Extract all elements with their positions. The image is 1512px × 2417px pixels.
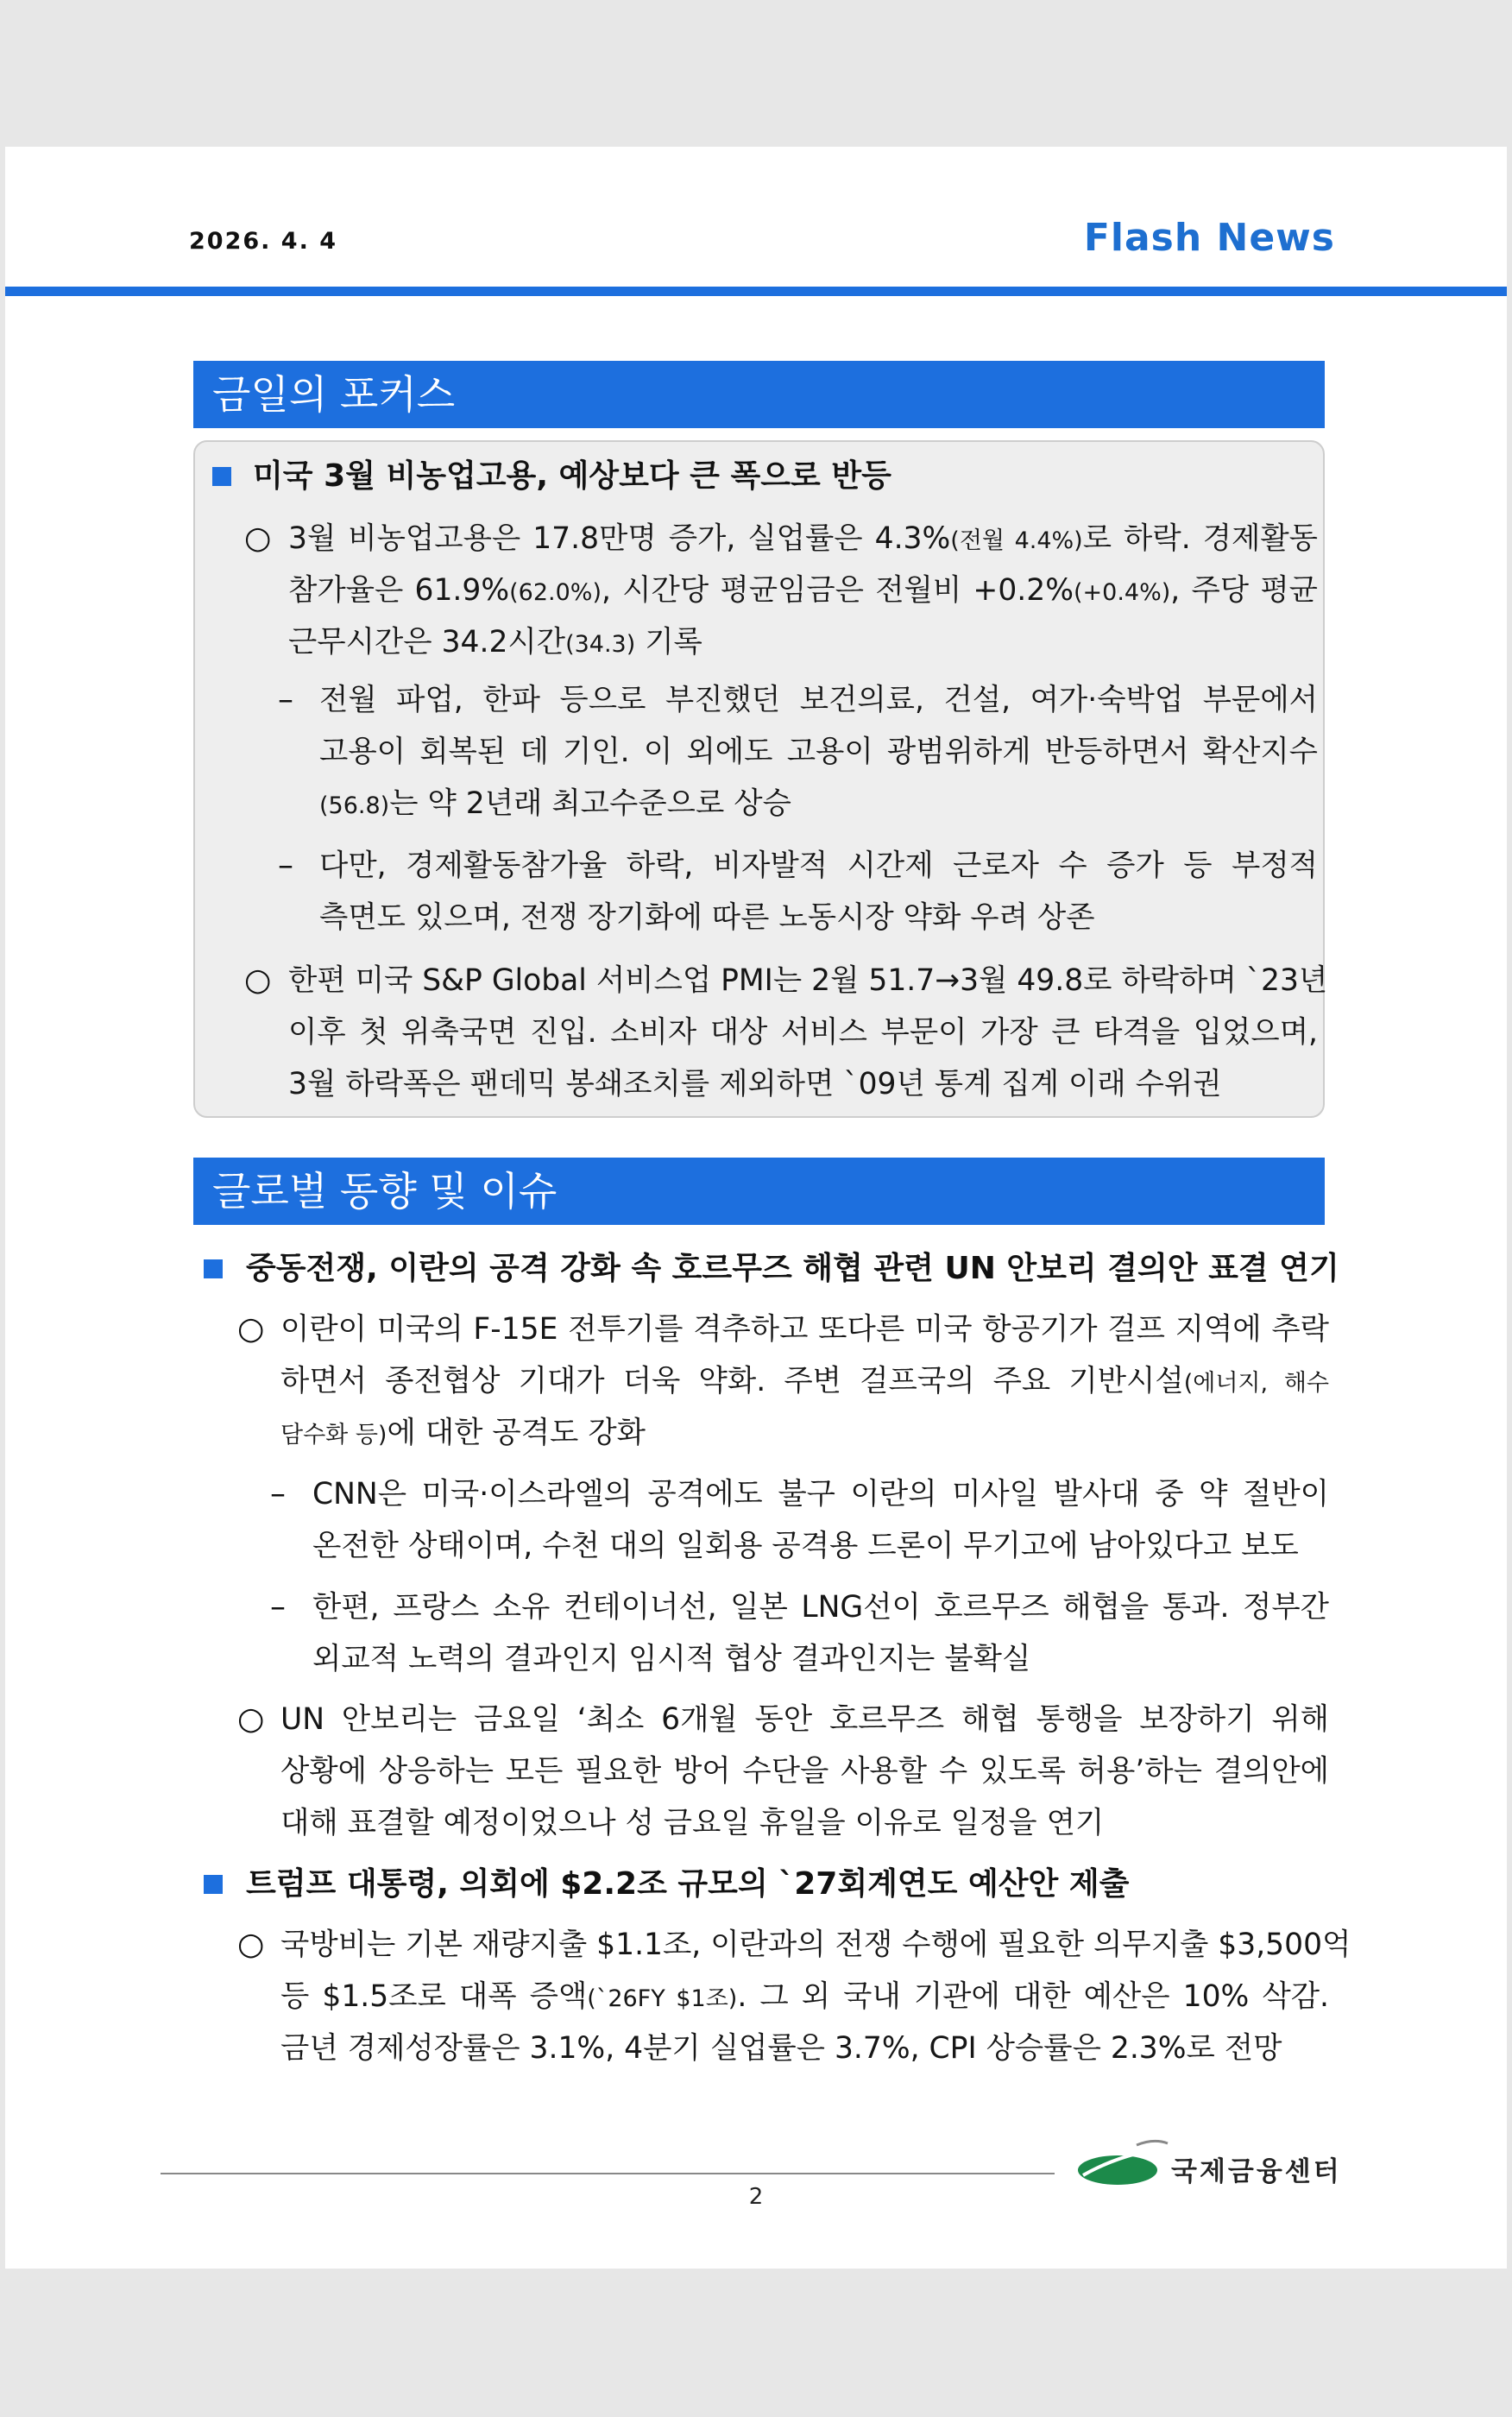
global-d1-line2: 온전한 상태이며, 수천 대의 일회용 공격용 드론이 무기고에 남아있다고 보도 xyxy=(312,1529,1299,1563)
global-b2-line3: 대해 표결할 예정이었으나 성 금요일 휴일을 이유로 일정을 연기 xyxy=(280,1806,1105,1840)
focus-b1-line1: 3월 비농업고용은 17.8만명 증가, 실업률은 4.3%(전월 4.4%)로 하락. 경제활동 xyxy=(288,521,1318,556)
focus-heading: 미국 3월 비농업고용, 예상보다 큰 폭으로 반등 xyxy=(253,458,891,494)
square-bullet-icon xyxy=(204,1875,223,1894)
global-b1-line3: 담수화 등)에 대한 공격도 강화 xyxy=(280,1416,646,1450)
focus-b2-line1: 한편 미국 S&P Global 서비스업 PMI는 2월 51.7→3월 49.8로 하락하며 `23년 xyxy=(288,963,1328,998)
dash-bullet-icon: – xyxy=(270,1589,286,1625)
header-rule xyxy=(5,287,1507,296)
focus-d1-line3: (56.8)는 약 2년래 최고수준으로 상승 xyxy=(319,786,791,821)
global-b3-line2: 등 $1.5조로 대폭 증액(`26FY $1조). 그 외 국내 기관에 대한 예산은 10% 삭감. xyxy=(280,1979,1329,2014)
square-bullet-icon xyxy=(212,467,231,486)
global-b2-line1: UN 안보리는 금요일 ‘최소 6개월 동안 호르무즈 해협 통행을 보장하기 위해 xyxy=(280,1702,1329,1737)
focus-b1-line3: 근무시간은 34.2시간(34.3) 기록 xyxy=(288,625,702,659)
section-title-focus: 금일의 포커스 xyxy=(193,361,1325,428)
org-name: 국제금융센터 xyxy=(1171,2156,1342,2187)
global-b1-line1: 이란이 미국의 F-15E 전투기를 격추하고 또다른 미국 항공기가 걸프 지역에 추락 xyxy=(280,1312,1329,1347)
dash-bullet-icon: – xyxy=(278,682,293,717)
focus-b2-line3: 3월 하락폭은 팬데믹 봉쇄조치를 제외하면 `09년 통계 집계 이래 수위권 xyxy=(288,1067,1222,1101)
dash-bullet-icon: – xyxy=(278,848,293,883)
focus-d1-line1: 전월 파업, 한파 등으로 부진했던 보건의료, 건설, 여가·숙박업 부문에서 xyxy=(319,683,1318,717)
section-title-global: 글로벌 동향 및 이슈 xyxy=(193,1158,1325,1225)
circle-bullet-icon: ○ xyxy=(244,962,272,998)
circle-bullet-icon: ○ xyxy=(237,1701,265,1737)
focus-b1-line2: 참가율은 61.9%(62.0%), 시간당 평균임금은 전월비 +0.2%(+0.4%), 주당 평균 xyxy=(288,573,1319,608)
global-b2-line2: 상황에 상응하는 모든 필요한 방어 수단을 사용할 수 있도록 허용’하는 결의안에 xyxy=(280,1754,1329,1789)
global-b3-line1: 국방비는 기본 재량지출 $1.1조, 이란과의 전쟁 수행에 필요한 의무지출 $3,500억 xyxy=(280,1928,1351,1962)
global-heading-1: 중동전쟁, 이란의 공격 강화 속 호르무즈 해협 관련 UN 안보리 결의안 표결 연기 xyxy=(246,1251,1339,1286)
global-b1-line2: 하면서 종전협상 기대가 더욱 약화. 주변 걸프국의 주요 기반시설(에너지, 해수 xyxy=(280,1364,1329,1398)
circle-bullet-icon: ○ xyxy=(244,521,272,556)
brand-title: Flash News xyxy=(1083,216,1335,260)
global-d2-line1: 한편, 프랑스 소유 컨테이너선, 일본 LNG선이 호르무즈 해협을 통과. 정부간 xyxy=(312,1590,1329,1625)
circle-bullet-icon: ○ xyxy=(237,1927,265,1962)
page-number: 2 xyxy=(748,2184,764,2210)
circle-bullet-icon: ○ xyxy=(237,1311,265,1347)
focus-d2-line1: 다만, 경제활동참가율 하락, 비자발적 시간제 근로자 수 증가 등 부정적 xyxy=(319,849,1318,883)
report-date: 2026. 4. 4 xyxy=(189,228,338,255)
global-d1-line1: CNN은 미국·이스라엘의 공격에도 불구 이란의 미사일 발사대 중 약 절반이 xyxy=(312,1477,1329,1511)
focus-d1-line2: 고용이 회복된 데 기인. 이 외에도 고용이 광범위하게 반등하면서 확산지수 xyxy=(319,735,1318,769)
global-d2-line2: 외교적 노력의 결과인지 임시적 협상 결과인지는 불확실 xyxy=(312,1642,1031,1676)
global-heading-2: 트럼프 대통령, 의회에 $2.2조 규모의 `27회계연도 예산안 제출 xyxy=(246,1866,1130,1902)
square-bullet-icon xyxy=(204,1259,223,1278)
global-b3-line3: 금년 경제성장률은 3.1%, 4분기 실업률은 3.7%, CPI 상승률은 2.3%로 전망 xyxy=(280,2031,1282,2066)
footer-rule xyxy=(161,2173,1055,2174)
focus-d2-line2: 측면도 있으며, 전쟁 장기화에 따른 노동시장 약화 우려 상존 xyxy=(319,900,1095,935)
dash-bullet-icon: – xyxy=(270,1476,286,1511)
focus-b2-line2: 이후 첫 위축국면 진입. 소비자 대상 서비스 부문이 가장 큰 타격을 입었으며, xyxy=(288,1015,1318,1050)
